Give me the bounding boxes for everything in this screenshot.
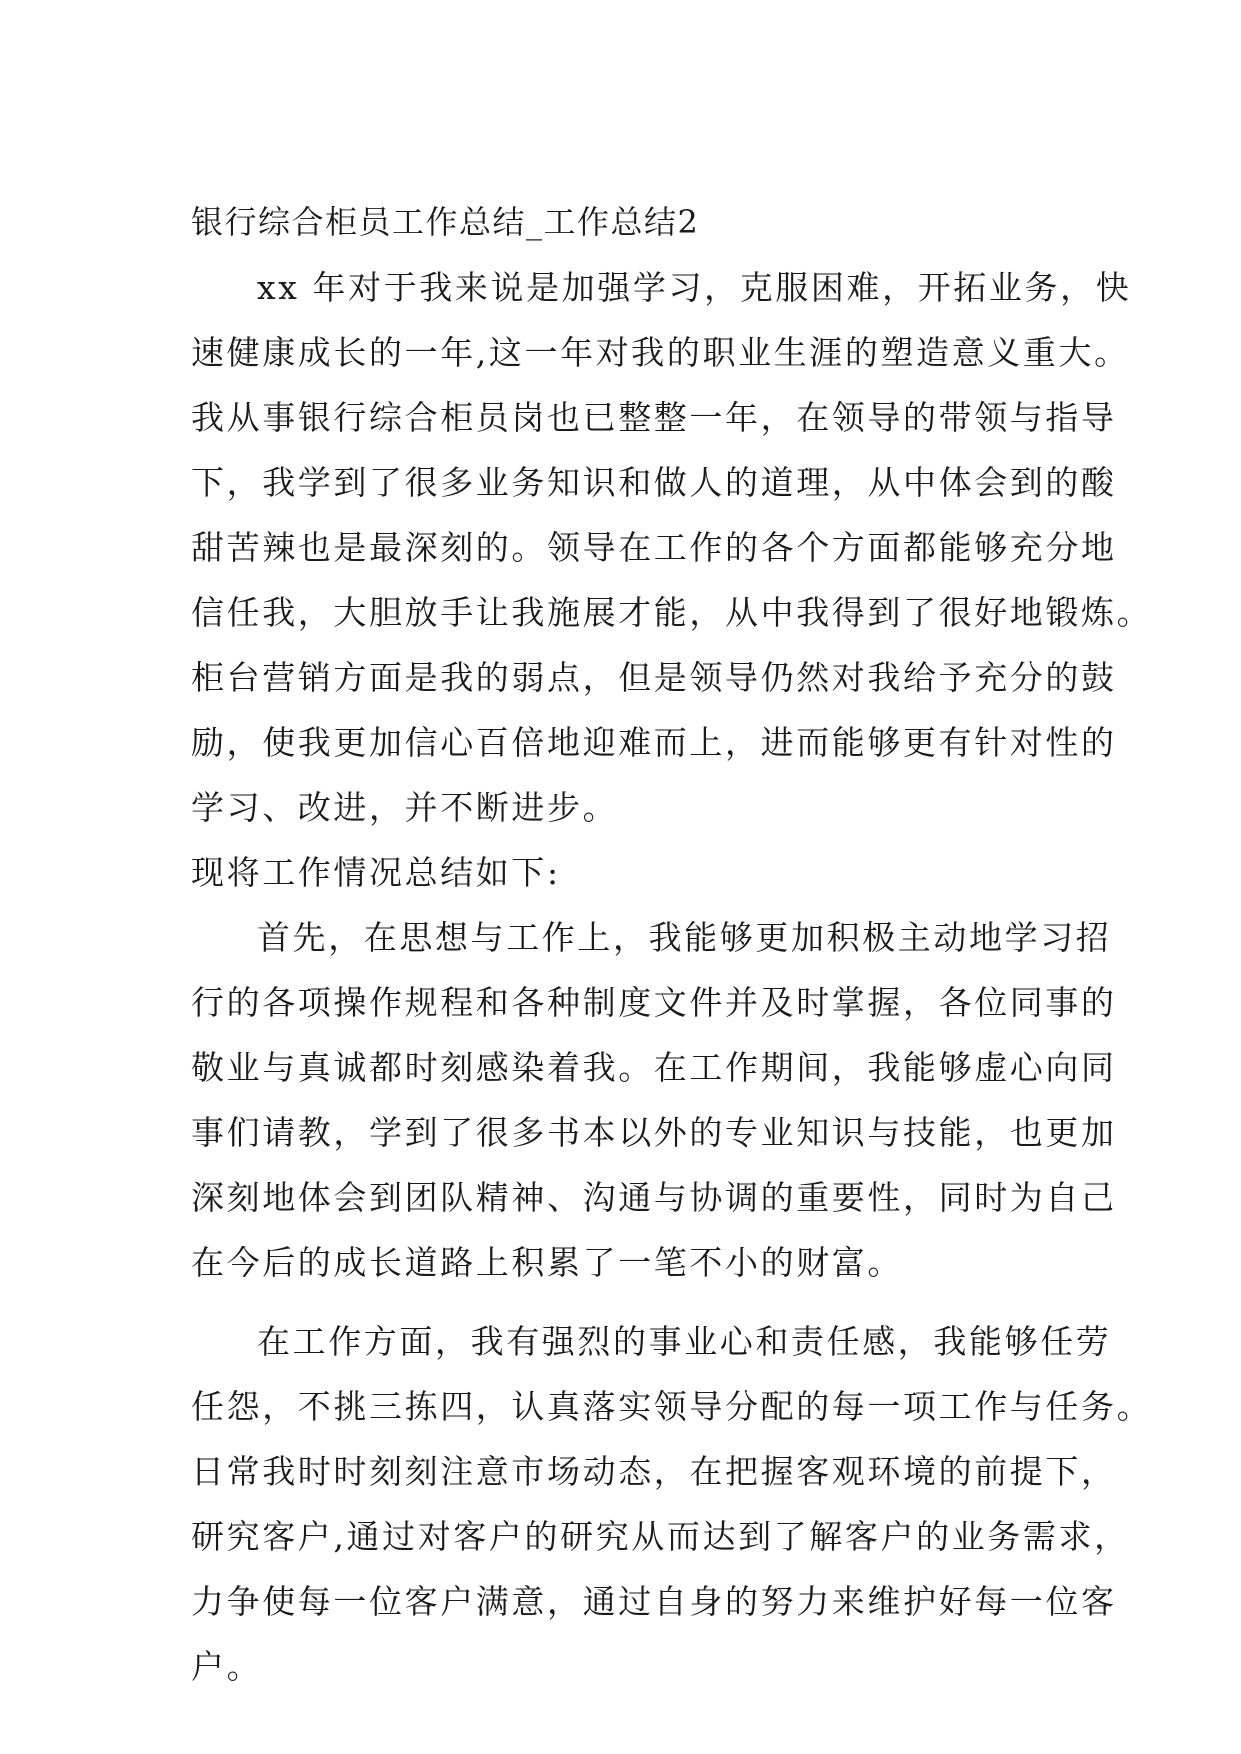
document-title: 银行综合柜员工作总结_工作总结2 — [191, 203, 700, 241]
paragraph-3 — [191, 1309, 1153, 1699]
paragraph-line: 励，使我更加信心百倍地迎难而上，进而能够更有针对性的 — [191, 723, 1117, 762]
paragraph-line: 行的各项操作规程和各种制度文件并及时掌握，各位同事的 — [191, 983, 1117, 1022]
intro-line: 现将工作情况总结如下: — [191, 853, 561, 892]
paragraph-line: 下，我学到了很多业务知识和做人的道理，从中体会到的酸 — [191, 463, 1117, 502]
paragraph-1 — [191, 255, 1153, 840]
paragraph-line: 柜台营销方面是我的弱点，但是领导仍然对我给予充分的鼓 — [191, 658, 1117, 697]
paragraph-line: 首先，在思想与工作上，我能够更加积极主动地学习招 — [257, 918, 1112, 957]
paragraph-line: 在今后的成长道路上积累了一笔不小的财富。 — [191, 1243, 903, 1282]
paragraph-line: 日常我时时刻刻注意市场动态，在把握客观环境的前提下， — [191, 1452, 1117, 1491]
paragraph-line: 任怨，不挑三拣四，认真落实领导分配的每一项工作与任务。 — [191, 1387, 1153, 1426]
paragraph-line: 在工作方面，我有强烈的事业心和责任感，我能够任劳 — [257, 1322, 1112, 1361]
document-body — [191, 190, 1153, 1699]
paragraph-2 — [191, 905, 1117, 1295]
paragraph-line: 速健康成长的一年,这一年对我的职业生涯的塑造意义重大。 — [191, 333, 1130, 372]
paragraph-line: 敬业与真诚都时刻感染着我。在工作期间，我能够虚心向同 — [191, 1048, 1117, 1087]
paragraph-line: 户。 — [191, 1647, 263, 1686]
paragraph-line: 事们请教，学到了很多书本以外的专业知识与技能，也更加 — [191, 1113, 1117, 1152]
paragraph-line: 深刻地体会到团队精神、沟通与协调的重要性，同时为自己 — [191, 1178, 1117, 1217]
paragraph-line: 学习、改进，并不断进步。 — [191, 788, 619, 827]
paragraph-line: 研究客户,通过对客户的研究从而达到了解客户的业务需求， — [191, 1517, 1130, 1556]
paragraph-line: 力争使每一位客户满意，通过自身的努力来维护好每一位客 — [191, 1582, 1117, 1621]
paragraph-line: 我从事银行综合柜员岗也已整整一年，在领导的带领与指导 — [191, 398, 1117, 437]
paragraph-line: xx 年对于我来说是加强学习，克服困难，开拓业务，快 — [257, 268, 1132, 307]
paragraph-line: 信任我，大胆放手让我施展才能，从中我得到了很好地锻炼。 — [191, 593, 1153, 632]
paragraph-line: 甜苦辣也是最深刻的。领导在工作的各个方面都能够充分地 — [191, 528, 1117, 567]
paragraph-gap — [191, 1295, 1049, 1309]
